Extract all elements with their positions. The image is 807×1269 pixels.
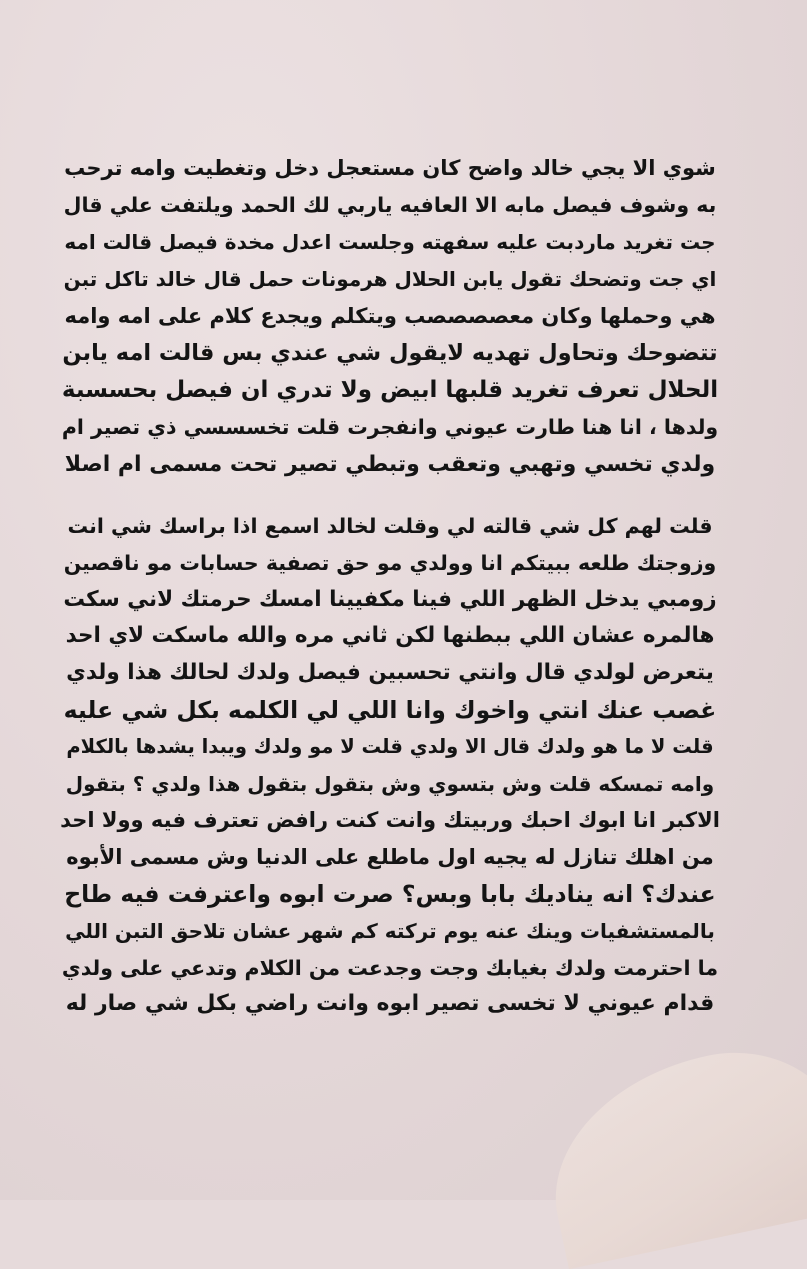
- text-line: ولدها ، انا هنا طارت عيوني وانفجرت قلت تخسسسي ذي تصير ام: [61, 415, 719, 439]
- text-line: اي جت وتضحك تقول يابن الحلال هرمونات حمل قال خالد تاكل تبن: [63, 267, 717, 291]
- text-line: الحلال تعرف تغريد قلبها ابيض ولا تدري ان فيصل بحسسبة: [61, 377, 719, 403]
- text-line: عندك؟ انه يناديك بابا وبس؟ صرت ابوه واعترفت فيه طاح: [64, 879, 716, 908]
- paragraph-1: [60, 150, 720, 483]
- paragraph-2: [60, 508, 720, 1023]
- text-line: قلت لهم كل شي قالته لي وقلت لخالد اسمع اذا براسك شي انت: [67, 514, 713, 538]
- text-line: غصب عنك انتي واخوك وانا اللي لي الكلمه بكل شي عليه: [63, 695, 717, 724]
- text-line: قلت لا ما هو ولدك قال الا ولدي قلت لا مو ولدك ويبدا يشدها بالكلام: [66, 734, 714, 758]
- text-line: يتعرض لولدي قال وانتي تحسبين فيصل ولدك لحالك هذا ولدي: [66, 660, 714, 686]
- text-line: تتضوحك وتحاول تهديه لايقول شي عندي بس قالت امه يابن: [62, 340, 718, 366]
- text-line: وامه تمسكه قلت وش بتسوي وش بتقول بتقول هذا ولدي ؟ بتقول: [65, 771, 715, 796]
- text-line: هي وحملها وكان معصصصصب ويتكلم ويجدع كلام على امه وامه: [64, 304, 716, 328]
- text-line: شوي الا يجي خالد واضح كان مستعجل دخل وتغطيت وامه ترحب: [64, 156, 716, 180]
- text-line: زومبي يدخل الظهر اللي فينا مكفيينا امسك حرمتك لاني سكت: [63, 586, 717, 612]
- text-line: الاكبر انا ابوك احبك وربيتك وانت كنت رافض تعترف فيه وولا احد: [60, 808, 720, 833]
- text-line: به وشوف فيصل مابه الا العافيه ياربي لك الحمد ويلتفت علي قال: [63, 193, 717, 217]
- text-line: بالمستشفيات وينك عنه يوم تركته كم شهر عشان تلاحق التبن اللي: [65, 918, 715, 943]
- text-line: من اهلك تنازل له يجيه اول ماطلع على الدنيا وش مسمى الأبوه: [66, 845, 714, 870]
- text-line: ولدي تخسي وتهبي وتعقب وتبطي تصير تحت مسمى ام اصلا: [64, 452, 716, 477]
- text-line: ما احترمت ولدك بغيابك وجت وجدعت من الكلام وتدعي على ولدي: [61, 955, 719, 980]
- text-line: هالمره عشان اللي ببطنها لكن ثاني مره والله ماسكت لاي احد: [65, 623, 715, 649]
- text-line: جت تغريد ماردبت عليه سفهته وجلست اعدل مخدة فيصل قالت امه: [64, 230, 716, 254]
- text-line: قدام عيوني لا تخسى تصير ابوه وانت راضي بكل شي صار له: [65, 991, 715, 1017]
- text-line: وزوجتك طلعه ببيتكم انا وولدي مو حق تصفية حسابات مو ناقصين: [63, 550, 717, 575]
